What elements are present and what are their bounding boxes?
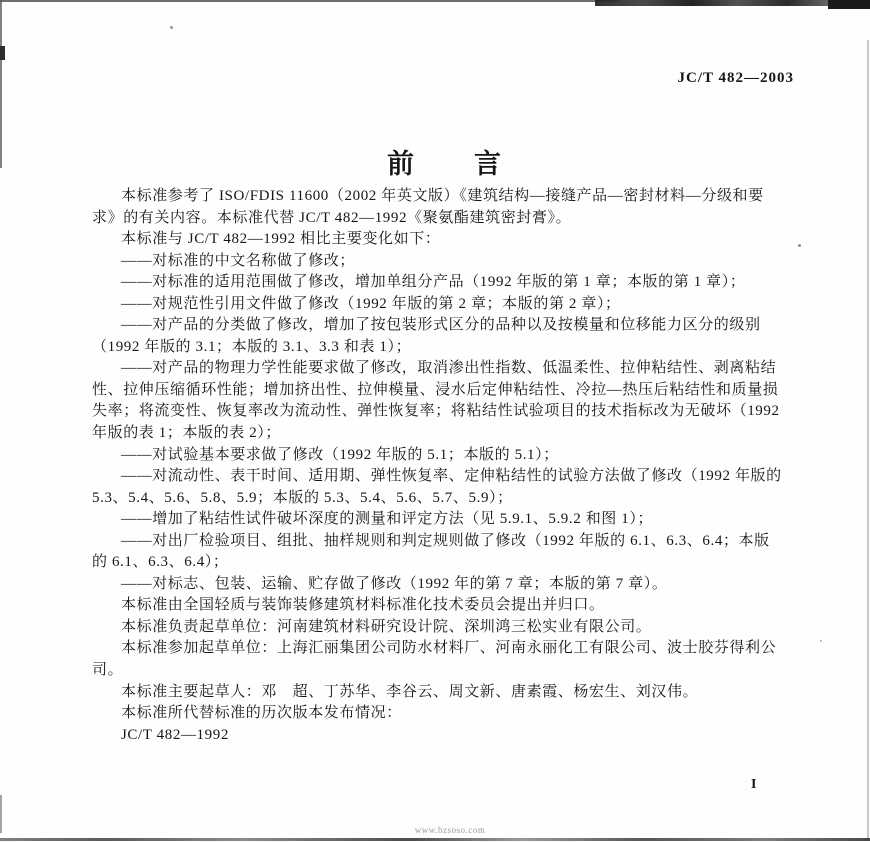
foreword-body [92, 186, 802, 746]
text-line: 本标准所代替标准的历次版本发布情况： [121, 705, 402, 722]
text-line: JC/T 482—1992 [121, 726, 229, 743]
text-line: 本标准参加起草单位：上海汇丽集团公司防水材料厂、河南永丽化工有限公司、波士胶芬得利公 [121, 640, 777, 657]
scan-artifact-top-right-bar [595, 0, 870, 6]
text-line: 本标准主要起草人：邓 超、丁苏华、李谷云、周文新、唐素霞、杨宏生、刘汉伟。 [121, 683, 699, 700]
text-line: 本标准与 JC/T 482—1992 相比主要变化如下： [121, 231, 441, 248]
text-line: 失率；将流变性、恢复率改为流动性、弹性恢复率；将粘结性试验项目的技术指标改为无破坏（1992 [92, 403, 780, 420]
text-line: 性、拉伸压缩循环性能；增加挤出性、拉伸模量、浸水后定伸粘结性、冷拉—热压后粘结性和质量损 [92, 381, 779, 398]
text-line: ——对标准的中文名称做了修改； [121, 252, 356, 269]
standard-code-header: JC/T 482—2003 [677, 70, 794, 86]
text-line: ——对规范性引用文件做了修改（1992 年版的第 2 章；本版的第 2 章）； [121, 295, 621, 312]
text-line: ——对标志、包装、运输、贮存做了修改（1992 年的第 7 章；本版的第 7 章）。 [121, 575, 668, 592]
text-line: ——对标准的适用范围做了修改，增加单组分产品（1992 年版的第 1 章；本版的第 1 章）； [121, 274, 746, 291]
scan-artifact-bottom-edge [0, 838, 870, 841]
text-line: （1992 年版的 3.1；本版的 3.1、3.3 和表 1）； [92, 338, 412, 355]
scan-artifact-left-edge [0, 0, 2, 168]
scan-speck [170, 26, 173, 29]
scan-artifact-left-dash [0, 46, 5, 60]
text-line: ——对流动性、表干时间、适用期、弹性恢复率、定伸粘结性的试验方法做了修改（1992 年版的 [121, 468, 782, 485]
text-line: 求》的有关内容。本标准代替 JC/T 482—1992《聚氨酯建筑密封膏》。 [92, 209, 572, 226]
page-number: I [751, 777, 757, 792]
scan-artifact-top-corner [828, 0, 870, 9]
watermark-text: www.bzsoso.com [414, 825, 486, 835]
text-line: 本标准由全国轻质与装饰装修建筑材料标准化技术委员会提出并归口。 [121, 597, 605, 614]
text-line: ——对出厂检验项目、组批、抽样规则和判定规则做了修改（1992 年版的 6.1、6.3、6.4；本版 [121, 532, 770, 549]
text-line: 的 6.1、6.3、6.4）； [92, 554, 229, 571]
text-line: 5.3、5.4、5.6、5.8、5.9；本版的 5.3、5.4、5.6、5.7、5.9）； [92, 489, 513, 506]
text-line: 本标准参考了 ISO/FDIS 11600（2002 年英文版）《建筑结构—接缝产品—密封材料—分级和要 [121, 188, 764, 204]
text-line: 司。 [92, 662, 124, 679]
text-line: ——对产品的物理力学性能要求做了修改，取消渗出性指数、低温柔性、拉伸粘结性、剥离粘结 [121, 360, 777, 377]
document-title: 前 言 [387, 149, 503, 179]
text-line: ——对产品的分类做了修改，增加了按包装形式区分的品种以及按模量和位移能力区分的级别 [121, 317, 761, 334]
scan-artifact-left-edge-lower [0, 795, 2, 833]
text-line: 本标准负责起草单位：河南建筑材料研究设计院、深圳鸿三松实业有限公司。 [121, 618, 652, 635]
text-line: 年版的表 1；本版的表 2）； [92, 425, 282, 442]
scan-speck [820, 640, 822, 642]
text-line: ——对试验基本要求做了修改（1992 年版的 5.1；本版的 5.1）； [121, 446, 559, 463]
scan-artifact-top-edge [0, 0, 620, 2]
text-line: ——增加了粘结性试件破坏深度的测量和评定方法（见 5.9.1、5.9.2 和图 1）； [121, 511, 654, 528]
